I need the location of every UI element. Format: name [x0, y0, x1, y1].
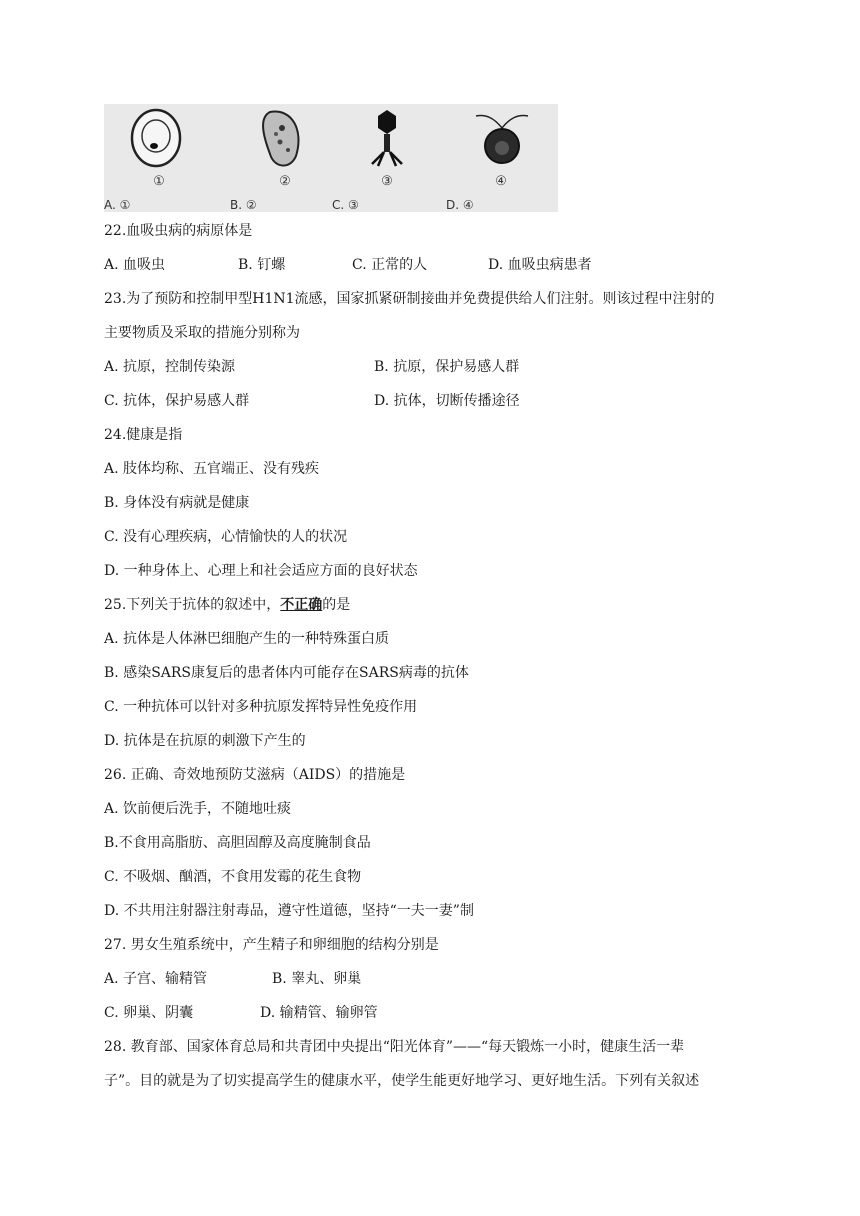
- question-26-option-a: A. 饮前便后洗手，不随地吐痰: [104, 801, 292, 817]
- question-23-option-b: B. 抗原，保护易感人群: [374, 359, 520, 375]
- question-27-option-b: B. 睾丸、卵巢: [272, 971, 362, 987]
- question-25-stem-pre: 25.下列关于抗体的叙述中，: [104, 597, 281, 613]
- figure-number: ②: [279, 174, 291, 189]
- bacteriophage-icon: [332, 104, 442, 174]
- question-25-option-b: B. 感染SARS康复后的患者体内可能存在SARS病毒的抗体: [104, 665, 469, 681]
- question-24-option-c: C. 没有心理疾病，心情愉快的人的状况: [104, 529, 348, 545]
- question-26-option-b: B.不食用高脂肪、高胆固醇及高度腌制食品: [104, 835, 371, 851]
- figure-option-label: D. ④: [446, 198, 474, 212]
- question-22-option-b: B. 钉螺: [238, 257, 286, 273]
- question-25-option-a: A. 抗体是人体淋巴细胞产生的一种特殊蛋白质: [104, 631, 390, 647]
- figure-item-1: [104, 104, 214, 212]
- question-27-option-d: D. 输精管、输卵管: [260, 1005, 378, 1021]
- question-25-option-d: D. 抗体是在抗原的刺激下产生的: [104, 733, 306, 749]
- question-23-option-d: D. 抗体，切断传播途径: [374, 393, 520, 409]
- figure-number: ①: [153, 174, 165, 189]
- question-24-option-a: A. 肢体均称、五官端正、没有残疾: [104, 461, 320, 477]
- question-26-option-c: C. 不吸烟、酗酒，不食用发霉的花生食物: [104, 869, 362, 885]
- question-22-stem: 22.血吸虫病的病原体是: [104, 223, 253, 239]
- figure-item-3: [332, 104, 442, 212]
- figure-option-label: A. ①: [104, 198, 131, 212]
- question-26-stem: 26. 正确、奇效地预防艾滋病（AIDS）的措施是: [104, 767, 406, 783]
- question-27-option-a: A. 子宫、输精管: [104, 971, 208, 987]
- question-23-option-a: A. 抗原，控制传染源: [104, 359, 236, 375]
- question-22-option-c: C. 正常的人: [352, 257, 428, 273]
- organism-figure: [104, 104, 558, 212]
- question-23-stem-line2: 主要物质及采取的措施分别称为: [104, 325, 300, 341]
- question-24-stem: 24.健康是指: [104, 427, 183, 443]
- question-28-stem-line1: 28. 教育部、国家体育总局和共青团中央提出“阳光体育”——“每天锻炼一小时，健康生活一辈: [104, 1039, 685, 1055]
- question-25-option-c: C. 一种抗体可以针对多种抗原发挥特异性免疫作用: [104, 699, 418, 715]
- question-23-option-c: C. 抗体，保护易感人群: [104, 393, 250, 409]
- question-22-option-a: A. 血吸虫: [104, 257, 166, 273]
- question-27-stem: 27. 男女生殖系统中，产生精子和卵细胞的结构分别是: [104, 937, 439, 953]
- figure-item-2: [230, 104, 340, 212]
- paramecium-icon: [230, 104, 340, 174]
- question-26-option-d: D. 不共用注射器注射毒品，遵守性道德，坚持“一夫一妻”制: [104, 903, 474, 919]
- chlamydomonas-icon: [446, 104, 556, 174]
- question-23-stem-line1: 23.为了预防和控制甲型H1N1流感，国家抓紧研制接曲并免费提供给人们注射。则该过程中注射的: [104, 291, 715, 307]
- question-25-stem-post: 的是: [322, 597, 351, 613]
- question-24-option-d: D. 一种身体上、心理上和社会适应方面的良好状态: [104, 563, 418, 579]
- figure-number: ④: [495, 174, 507, 189]
- question-28-stem-line2: 子”。目的就是为了切实提高学生的健康水平，使学生能更好地学习、更好地生活。下列有关叙述: [104, 1073, 700, 1089]
- figure-option-label: C. ③: [332, 198, 359, 212]
- question-27-option-c: C. 卵巢、阴囊: [104, 1005, 194, 1021]
- figure-item-4: [446, 104, 556, 212]
- question-24-option-b: B. 身体没有病就是健康: [104, 495, 250, 511]
- animal-cell-icon: [104, 104, 214, 174]
- question-25-emphasis: 不正确: [280, 597, 323, 613]
- figure-number: ③: [381, 174, 393, 189]
- question-22-option-d: D. 血吸虫病患者: [488, 257, 592, 273]
- figure-option-label: B. ②: [230, 198, 257, 212]
- question-25-stem: [104, 595, 350, 615]
